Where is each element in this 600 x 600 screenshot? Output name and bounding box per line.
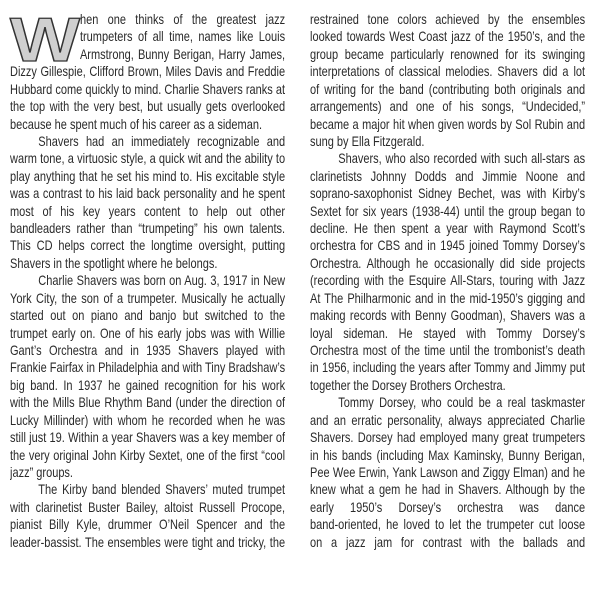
text-line: loyal sideman. He stayed with Tommy Dorsey’s: [310, 324, 586, 341]
paragraph: [310, 11, 585, 150]
text-line: Orchestra. Although he occasionally did side projects: [310, 254, 586, 271]
text-line: started out on piano and banjo but switched to the: [10, 307, 286, 324]
text-line: York City, the son of a trumpeter. Musically he actually: [10, 289, 286, 306]
text-line: At The Philharmonic and in the mid-1950’s gigging and: [310, 289, 586, 306]
paragraph: [10, 272, 285, 481]
text-line: became a major hit when given words by Sol Rubin and: [310, 115, 586, 132]
text-line: in his bands (including Max Kaminsky, Bunny Berigan,: [310, 446, 586, 463]
text-line: warm tone, a virtuosic style, a quick wit and the ability to: [10, 150, 286, 167]
text-line: group became particularly renowned for its swinging: [310, 45, 586, 62]
text-line: Tommy Dorsey, who could be a real taskmaster: [338, 394, 586, 411]
paragraph: [10, 481, 285, 551]
text-line: Shavers. Dorsey had employed many great trumpeters: [310, 429, 586, 446]
text-line: sung by Ella Fitzgerald.: [310, 132, 425, 149]
paragraph: [10, 133, 285, 272]
text-line: hen one thinks of the greatest jazz: [79, 11, 286, 27]
text-line: orchestra for CBS and in 1945 joined Tommy Dorsey’s: [310, 237, 586, 254]
text-line: Armstrong, Bunny Berigan, Harry James,: [79, 45, 286, 62]
text-line: soprano-saxophonist Sidney Bechet, was with Kirby’s: [310, 185, 586, 202]
text-line: on a jazz jam for contrast with the ballads and: [310, 533, 586, 550]
text-line: together the Dorsey Brothers Orchestra.: [310, 376, 506, 393]
text-line: play anything that he set his mind to. His excitable style: [10, 167, 286, 184]
text-line: because he spent much of his career as a sideman.: [10, 115, 263, 132]
text-line: most of his key years content to help out other: [10, 202, 286, 219]
text-line: and an erratic personality, always appreciated Charlie: [310, 411, 586, 428]
text-line: Pee Wee Erwin, Yank Lawson and Ziggy Elman) and he: [310, 463, 586, 480]
text-line: big band. In 1937 he gained recognition for his work: [10, 376, 286, 393]
text-line: Sextet for six years (1938-44) until the group began to: [310, 202, 586, 219]
text-line: clarinetists Johnny Dodds and Jimmie Noone and: [310, 167, 586, 184]
text-line: of writing for the band (contributing both originals and: [310, 80, 586, 97]
text-line: trumpet early on. One of his early jobs was with Willie: [10, 324, 286, 341]
text-line: Lucky Millinder) with whom he recorded when he was: [10, 411, 286, 428]
text-line: This CD helps correct the longtime oversight, putting: [10, 237, 286, 254]
text-line: The Kirby band blended Shavers’ muted trumpet: [38, 481, 286, 498]
text-line: bandleaders rather than “trumpeting” his own talents.: [10, 220, 286, 237]
text-line: restrained tone colors achieved by the ensembles: [310, 11, 586, 27]
text-line: in 1956, including the years after Tommy and Jimmy put: [310, 359, 586, 376]
text-line: still just 19. Within a year Shavers was a key member of: [10, 429, 286, 446]
text-line: the top with the very best, but usually gets overlooked: [10, 98, 286, 115]
text-line: leader-bassist. The ensembles were tight and tricky, the: [10, 533, 286, 550]
paragraph: [310, 150, 585, 394]
text-line: band-oriented, he loved to let the trumpeter cut loose: [310, 516, 586, 533]
text-line: looked towards West Coast jazz of the 1950’s, and the: [310, 28, 586, 45]
text-line: arrangements) and one of his songs, “Undecided,”: [310, 98, 586, 115]
paragraph: [310, 394, 585, 551]
text-line: Shavers in the spotlight where he belongs.: [10, 254, 218, 271]
text-line: the very original John Kirby Sextet, one of the first “cool: [10, 446, 286, 463]
text-line: Shavers, who also recorded with such all-stars as: [338, 150, 586, 167]
svg-text:W: W: [10, 13, 81, 65]
text-line: was a contrast to his laid back personality and he spent: [10, 185, 286, 202]
text-line: Orchestra most of the time until the trombonist’s death: [310, 342, 586, 359]
text-line: with clarinetist Buster Bailey, altoist Russell Procope,: [10, 498, 286, 515]
text-line: Hubbard come quickly to mind. Charlie Shavers ranks at: [10, 80, 286, 97]
text-line: knew what a gem he had in Shavers. Although by the: [310, 481, 586, 498]
text-line: decline. He then spent a year with Raymond Scott’s: [310, 220, 586, 237]
text-line: trumpeters of all time, names like Louis: [79, 28, 286, 45]
text-line: interpretations of classical melodies. Shavers did a lot: [310, 63, 586, 80]
text-column-right: [310, 11, 585, 551]
text-line: Shavers had an immediately recognizable and: [38, 132, 286, 149]
text-column-left: [10, 11, 285, 551]
text-line: jazz” groups.: [10, 463, 74, 480]
text-line: (recording with the Esquire All-Stars, touring with Jazz: [310, 272, 586, 289]
text-line: with the Mills Blue Rhythm Band (under the direction of: [10, 394, 286, 411]
text-line: Frankie Fairfax in Philadelphia and with Tiny Bradshaw’s: [10, 359, 286, 376]
text-line: Gant’s Orchestra and in 1935 Shavers played with: [10, 342, 286, 359]
paragraph: [10, 11, 285, 133]
text-line: Dizzy Gillespie, Clifford Brown, Miles Davis and Freddie: [10, 63, 286, 80]
text-line: pianist Billy Kyle, drummer O’Neil Spencer and the: [10, 516, 286, 533]
text-line: Charlie Shavers was born on Aug. 3, 1917 in New: [38, 272, 286, 289]
text-line: making records with Benny Goodman), Shavers was a: [310, 307, 586, 324]
text-line: early 1950’s Dorsey’s orchestra was dance: [310, 498, 586, 515]
